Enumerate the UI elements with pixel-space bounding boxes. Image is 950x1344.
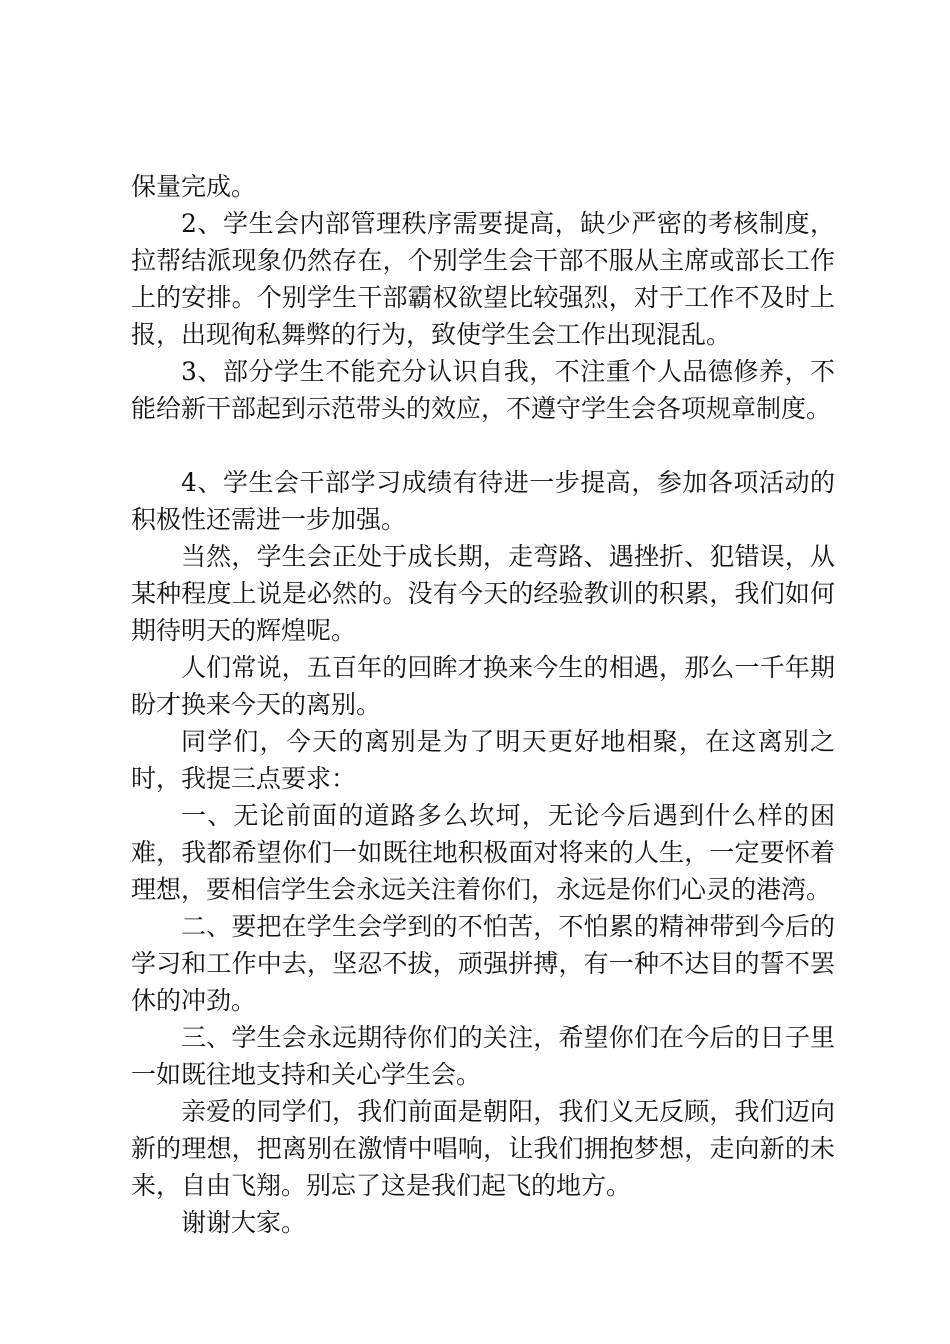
paragraph-item-3: 3、部分学生不能充分认识自我，不注重个人品德修养，不能给新干部起到示范带头的效应，不遵守学生会各项规章制度。 xyxy=(131,357,835,423)
paragraph-closing: 亲爱的同学们，我们前面是朝阳，我们义无反顾，我们迈向新的理想，把离别在激情中唱响，让我们拥抱梦想，走向新的未来，自由飞翔。别忘了这是我们起飞的地方。 xyxy=(131,1097,835,1200)
paragraph-reflection: 当然，学生会正处于成长期，走弯路、遇挫折、犯错误，从某种程度上说是必然的。没有今天的经验教训的积累，我们如何期待明天的辉煌呢。 xyxy=(131,542,835,645)
paragraph-requirement-3: 三、学生会永远期待你们的关注，希望你们在今后的日子里一如既往地支持和关心学生会。 xyxy=(131,1023,835,1089)
paragraph-item-4: 4、学生会干部学习成绩有待进一步提高，参加各项活动的积极性还需进一步加强。 xyxy=(131,468,835,534)
paragraph-requirement-1: 一、无论前面的道路多么坎坷，无论今后遇到什么样的困难，我都希望你们一如既往地积极面对将来的人生，一定要怀着理想，要相信学生会永远关注着你们，永远是你们心灵的港湾。 xyxy=(131,801,835,904)
document-body xyxy=(131,168,835,1241)
paragraph-saying: 人们常说，五百年的回眸才换来今生的相遇，那么一千年期盼才换来今天的离别。 xyxy=(131,653,835,719)
paragraph-requirements-intro: 同学们，今天的离别是为了明天更好地相聚，在这离别之时，我提三点要求： xyxy=(131,727,835,793)
paragraph-continuation: 保量完成。 xyxy=(131,172,257,201)
paragraph-item-2: 2、学生会内部管理秩序需要提高，缺少严密的考核制度，拉帮结派现象仍然存在，个别学生会干部不服从主席或部长工作上的安排。个别学生干部霸权欲望比较强烈，对于工作不及时上报，出现徇私舞弊的行为，致使学生会工作出现混乱。 xyxy=(131,209,835,349)
paragraph-requirement-2: 二、要把在学生会学到的不怕苦，不怕累的精神带到今后的学习和工作中去，坚忍不拔，顽强拼搏，有一种不达目的誓不罢休的冲劲。 xyxy=(131,912,835,1015)
paragraph-thanks: 谢谢大家。 xyxy=(181,1208,307,1237)
